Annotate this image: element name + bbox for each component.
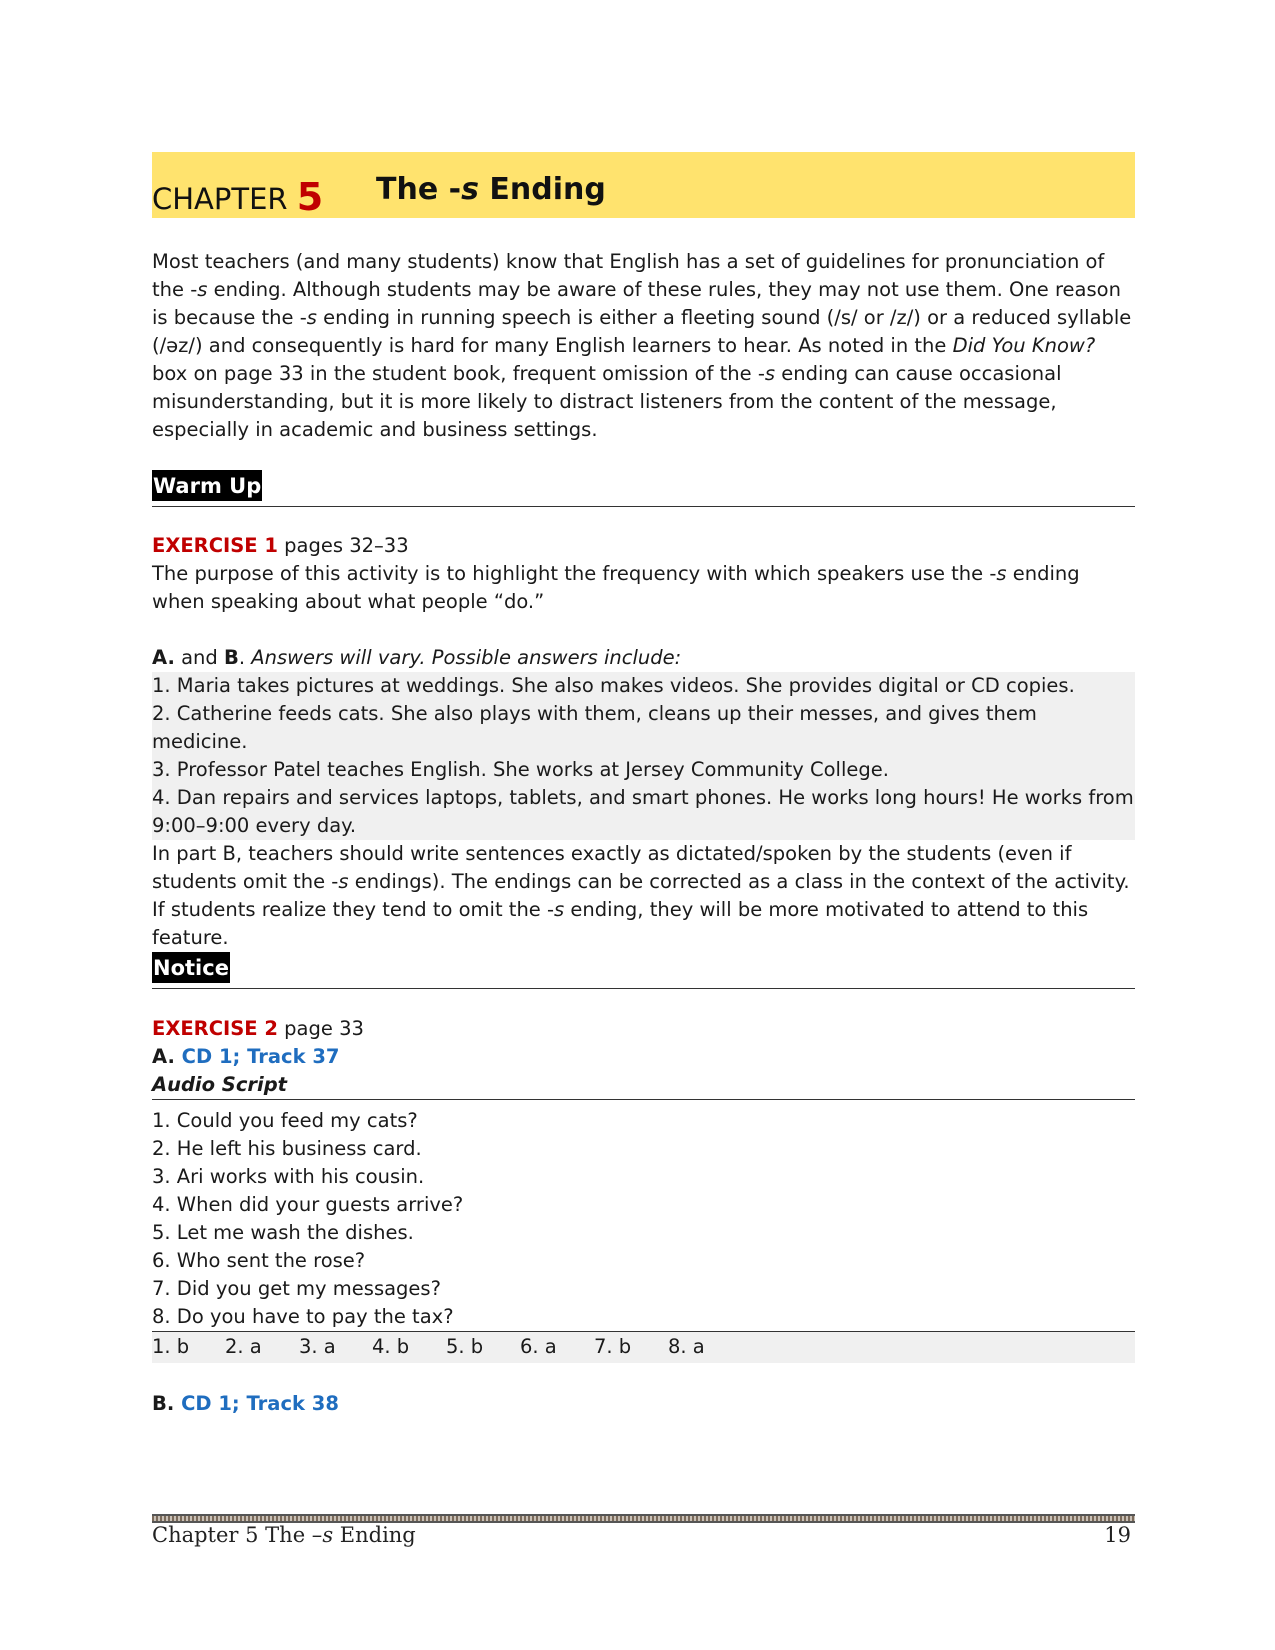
list-item: 8. Do you have to pay the tax? — [152, 1305, 454, 1328]
exercise-1 — [152, 532, 1135, 616]
audio-script-label: Audio Script — [152, 1073, 287, 1096]
footer-divider — [152, 1514, 1135, 1523]
list-item: 4. When did your guests arrive? — [152, 1193, 464, 1216]
list-item: 1. Could you feed my cats? — [152, 1109, 418, 1132]
exercise-2-part-a: A. CD 1; Track 37 — [152, 1045, 340, 1068]
audio-track-link: CD 1; Track 38 — [181, 1392, 339, 1415]
intro-paragraph: Most teachers (and many students) know that English has a set of guidelines for pronunciation of the -s ending. Although students may be aware of these rules, they may not use them. One reason is because the -s ending in running speech is either a fleeting sound (/s/ or /z/) or a reduced syllable (/əz/) and consequently is hard for many English learners to hear. As noted in the Did You Know? box on page 33 in the student book, frequent omission of the -s ending can cause occasional misunderstanding, but it is more likely to distract listeners from the content of the message, especially in academic and business settings. — [152, 250, 1132, 441]
answer-key-item: 1. b — [152, 1335, 190, 1358]
exercise-2 — [152, 1015, 1135, 1099]
audio-script-list — [152, 1099, 1135, 1331]
chapter-header-bar — [152, 152, 1135, 218]
exercise-1-title: EXERCISE 1 pages 32–33 — [152, 534, 409, 557]
answer-key-item: 4. b — [372, 1335, 410, 1358]
list-item: 7. Did you get my messages? — [152, 1277, 441, 1300]
list-item: 2. Catherine feeds cats. She also plays with them, cleans up their messes, and gives them medicine. — [152, 702, 1037, 753]
answer-key-item: 3. a — [299, 1335, 336, 1358]
list-item: 3. Ari works with his cousin. — [152, 1165, 425, 1188]
exercise-1-purpose: The purpose of this activity is to highlight the frequency with which speakers use the -s ending when speaking about what people “do.” — [152, 562, 1080, 613]
answer-key-row — [152, 1331, 1135, 1363]
list-item: 2. He left his business card. — [152, 1137, 422, 1160]
exercise-1-answers — [152, 672, 1135, 840]
exercise-2-title: EXERCISE 2 page 33 — [152, 1017, 364, 1040]
list-item: 3. Professor Patel teaches English. She works at Jersey Community College. — [152, 758, 889, 781]
section-heading-notice: Notice — [152, 952, 1135, 989]
list-item: 4. Dan repairs and services laptops, tablets, and smart phones. He works long hours! He works from 9:00–9:00 every day. — [152, 786, 1134, 837]
list-item: 6. Who sent the rose? — [152, 1249, 366, 1272]
audio-track-link: CD 1; Track 37 — [181, 1045, 340, 1068]
chapter-title: The -s Ending — [376, 172, 606, 207]
list-item: 1. Maria takes pictures at weddings. She also makes videos. She provides digital or CD copies. — [152, 674, 1075, 697]
part-b-note: In part B, teachers should write sentences exactly as dictated/spoken by the students (even if students omit the -s endings). The endings can be corrected as a class in the context of the activity. If students realize they tend to omit the -s ending, they will be more motivated to attend to this feature. — [152, 842, 1130, 949]
page-number: 19 — [1104, 1523, 1131, 1547]
answer-key-item: 2. a — [225, 1335, 262, 1358]
answer-key-item: 5. b — [446, 1335, 484, 1358]
exercise-1-ab-instructions: A. and B. Answers will vary. Possible answers include: — [152, 646, 682, 669]
section-heading-warm-up: Warm Up — [152, 470, 1135, 507]
answer-key-item: 8. a — [668, 1335, 705, 1358]
chapter-label: CHAPTER 5 — [152, 175, 324, 219]
answer-key-item: 6. a — [520, 1335, 557, 1358]
exercise-2-part-b: B. CD 1; Track 38 — [152, 1392, 339, 1415]
answer-key-item: 7. b — [594, 1335, 632, 1358]
chapter-number: 5 — [296, 175, 324, 219]
list-item: 5. Let me wash the dishes. — [152, 1221, 414, 1244]
footer-chapter-title: Chapter 5 The –s Ending — [152, 1523, 416, 1547]
